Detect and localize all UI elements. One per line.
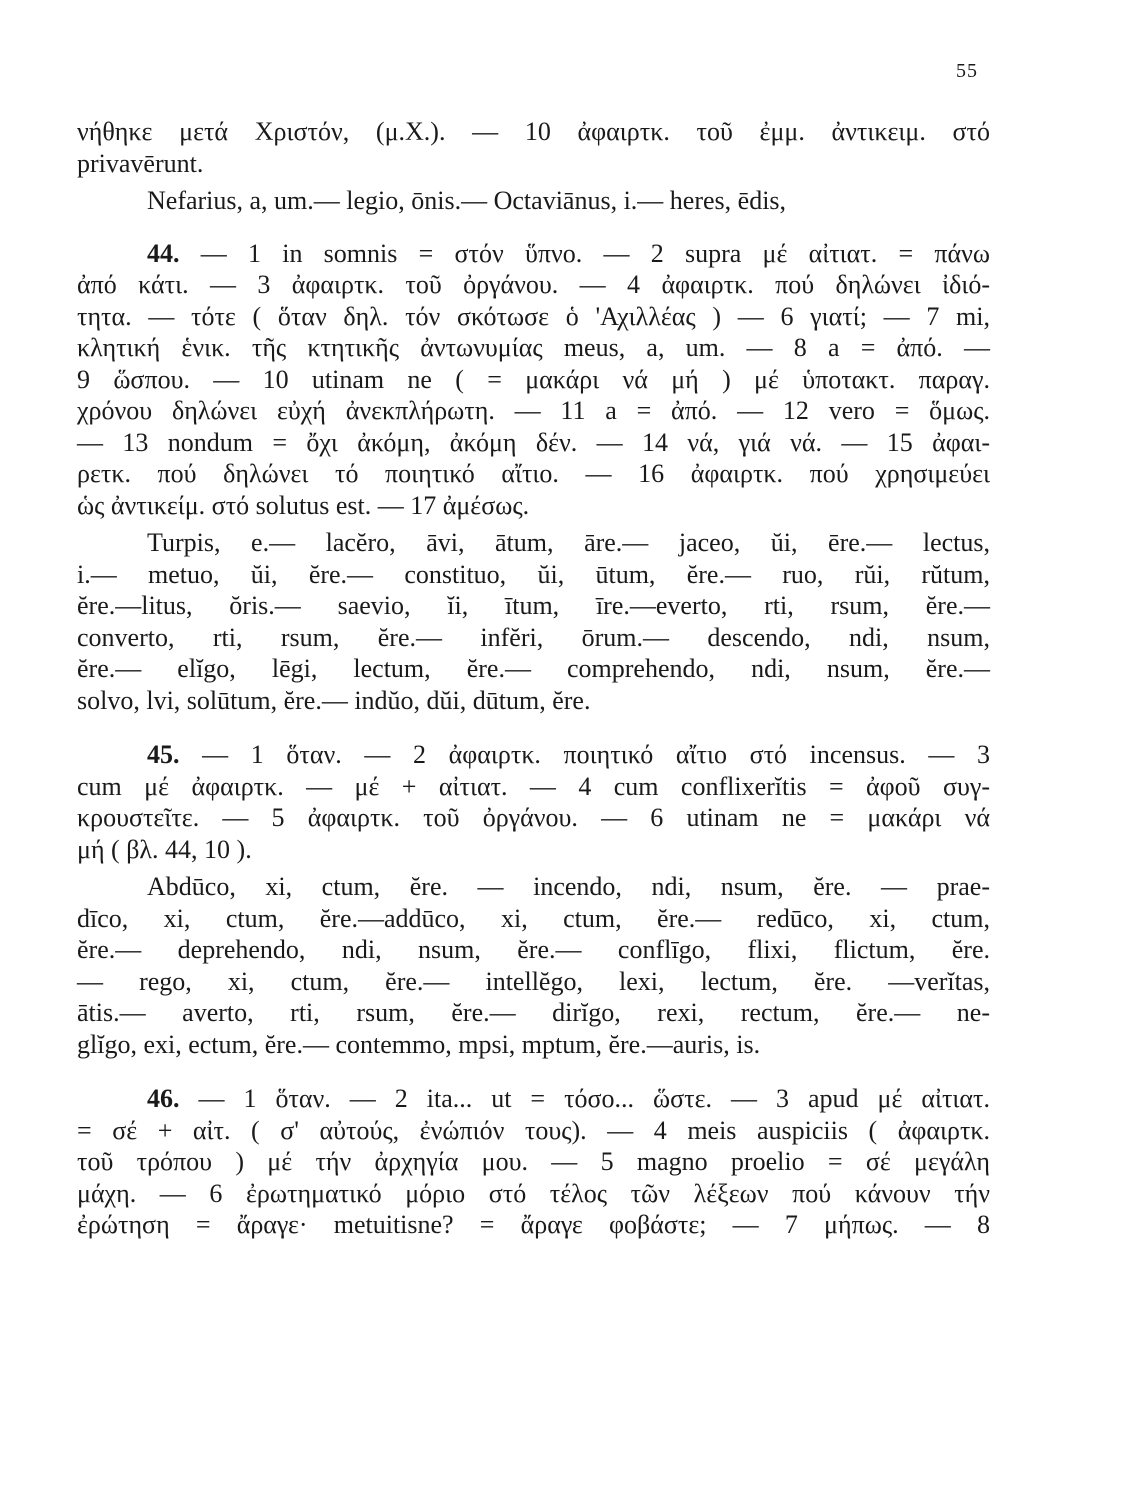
- text-line: ἐρώτηση = ἄραγε· metuitisne? = ἄραγε φοβάστε; — 7 μήπως. — 8: [77, 1210, 990, 1239]
- section-44-first-line-text: — 1 in somnis = στόν ὕπνο. — 2 supra μέ αἰτιατ. = πάνω: [179, 238, 990, 268]
- vocab-line: Nefarius, a, um.— legio, ōnis.— Octaviānus, i.— heres, ēdis,: [147, 186, 787, 215]
- vocab-line: Turpis, e.— lacĕro, āvi, ātum, āre.— jaceo, ŭi, ēre.— lectus,: [147, 528, 990, 557]
- page-number: 55: [956, 60, 978, 82]
- page-body: [77, 116, 990, 1241]
- section-45-number: 45.: [147, 740, 180, 769]
- text-line: μή ( βλ. 44, 10 ).: [77, 834, 252, 864]
- text-line: τοῦ τρόπου ) μέ τήν ἀρχηγία μου. — 5 magno proelio = σέ μεγάλη: [77, 1147, 990, 1176]
- section-45-first-line: [77, 739, 990, 771]
- vocab-line: ĕre.— deprehendo, ndi, nsum, ĕre.— conflīgo, flixi, flictum, ĕre.: [77, 935, 990, 964]
- text-line: τητα. — τότε ( ὅταν δηλ. τόν σκότωσε ὁ 'Αχιλλέας ) — 6 γιατί; — 7 mi,: [77, 301, 990, 331]
- text-line: μάχη. — 6 ἐρωτηματικό μόριο στό τέλος τῶν λέξεων πού κάνουν τήν: [77, 1178, 990, 1208]
- vocab-line: — rego, xi, ctum, ĕre.— intellĕgo, lexi, lectum, ĕre. —verĭtas,: [77, 966, 990, 996]
- text-line: = σέ + αἰτ. ( σ' αὐτούς, ἐνώπιόν τους). — 4 meis auspiciis ( ἀφαιρτκ.: [77, 1115, 990, 1145]
- text-line: κρουστεῖτε. — 5 ἀφαιρτκ. τοῦ ὀργάνου. — 6 utinam ne = μακάρι νά: [77, 803, 990, 832]
- text-line: ἀπό κάτι. — 3 ἀφαιρτκ. τοῦ ὀργάνου. — 4 ἀφαιρτκ. πού δηλώνει ἰδιό-: [77, 270, 990, 299]
- text-line: — 13 nondum = ὄχι ἀκόμη, ἀκόμη δέν. — 14 νά, γιά νά. — 15 ἀφαι-: [77, 427, 990, 457]
- section-46-first-line: [77, 1083, 990, 1115]
- vocab-line: ātis.— averto, rti, rsum, ĕre.— dirĭgo, rexi, rectum, ĕre.— ne-: [77, 998, 990, 1027]
- vocab-line: Abdūco, xi, ctum, ĕre. — incendo, ndi, nsum, ĕre. — prae-: [147, 872, 990, 901]
- vocab-line: solvo, lvi, solūtum, ĕre.— indŭo, dŭi, dūtum, ĕre.: [77, 685, 591, 715]
- vocab-line: ĕre.—litus, ŏris.— saevio, ĭi, ītum, īre.—everto, rti, rsum, ĕre.—: [77, 591, 990, 620]
- text-line: κλητική ἑνικ. τῆς κτητικῆς ἀντωνυμίας meus, a, um. — 8 a = ἀπό. —: [77, 333, 990, 362]
- text-line: ρετκ. πού δηλώνει τό ποιητικό αἴτιο. — 16 ἀφαιρτκ. πού χρησιμεύει: [77, 459, 990, 488]
- text-line: 9 ὥσπου. — 10 utinam ne ( = μακάρι νά μή ) μέ ὑποτακτ. παραγ.: [77, 364, 990, 394]
- vocab-line: ĕre.— elĭgo, lēgi, lectum, ĕre.— comprehendo, ndi, nsum, ĕre.—: [77, 654, 990, 683]
- section-44-number: 44.: [147, 238, 180, 268]
- vocab-line: glĭgo, exi, ectum, ĕre.— contemmo, mpsi, mptum, ĕre.—auris, is.: [77, 1029, 761, 1059]
- section-46-first-line-text: — 1 ὅταν. — 2 ita... ut = τόσο... ὥστε. — 3 apud μέ αἰτιατ.: [179, 1084, 990, 1113]
- section-46-number: 46.: [147, 1084, 180, 1113]
- text-line: νήθηκε μετά Χριστόν, (μ.Χ.). — 10 ἀφαιρτκ. τοῦ ἐμμ. ἀντικειμ. στό: [77, 117, 990, 146]
- section-44-first-line: [77, 238, 990, 270]
- text-line: cum μέ ἀφαιρτκ. — μέ + αἰτιατ. — 4 cum conflixerĭtis = ἀφοῦ συγ-: [77, 771, 990, 801]
- vocab-line: i.— metuo, ŭi, ĕre.— constituo, ŭi, ūtum, ĕre.— ruo, rŭi, rŭtum,: [77, 559, 990, 589]
- text-line: ὡς ἀντικείμ. στό solutus est. — 17 ἀμέσως.: [77, 490, 530, 520]
- section-45-first-line-text: — 1 ὅταν. — 2 ἀφαιρτκ. ποιητικό αἴτιο στό incensus. — 3: [179, 740, 990, 769]
- text-line: privavērunt.: [77, 148, 204, 178]
- text-line: χρόνου δηλώνει εὐχή ἀνεκπλήρωτη. — 11 a = ἀπό. — 12 vero = ὅμως.: [77, 396, 990, 425]
- vocab-line: dīco, xi, ctum, ĕre.—addūco, xi, ctum, ĕre.— redūco, xi, ctum,: [77, 903, 990, 933]
- vocab-line: converto, rti, rsum, ĕre.— infĕri, ōrum.— descendo, ndi, nsum,: [77, 622, 990, 652]
